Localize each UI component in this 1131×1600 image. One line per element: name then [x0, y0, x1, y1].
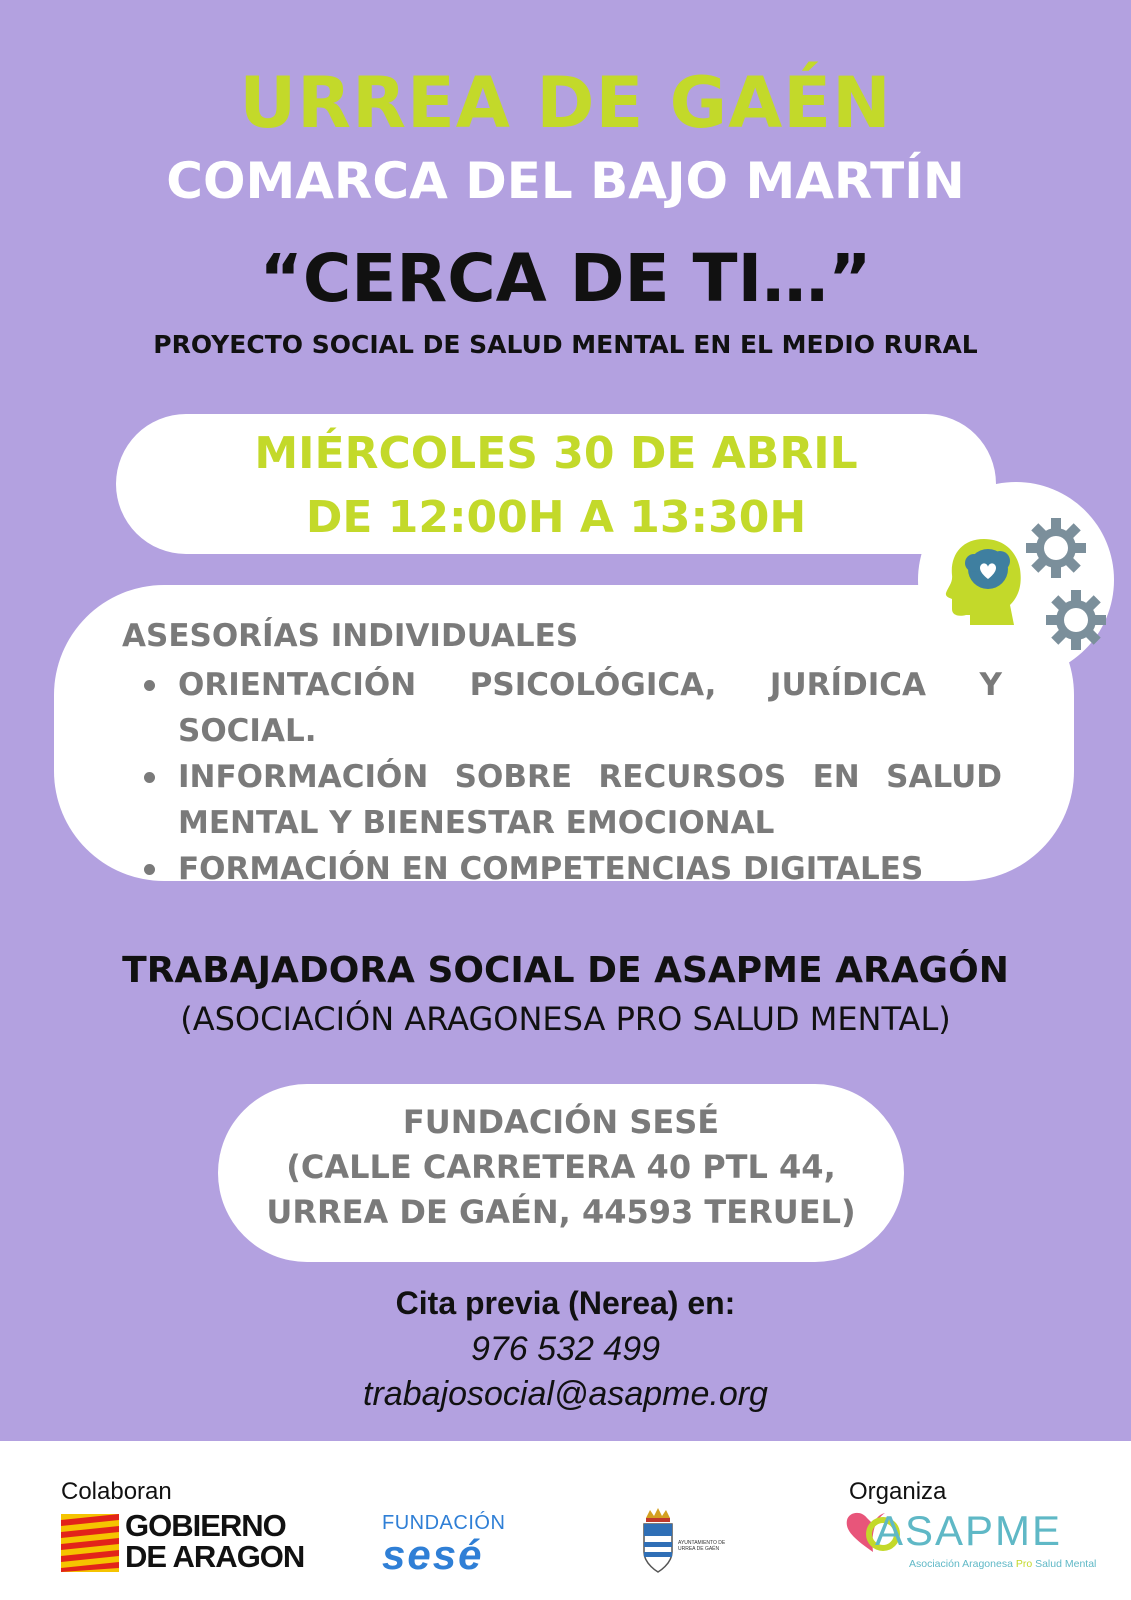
gear-icon [1044, 588, 1108, 652]
town-title: URREA DE GAÉN [239, 62, 892, 144]
list-item-text: FORMACIÓN EN COMPETENCIAS DIGITALES [178, 851, 924, 887]
bullet-icon [144, 680, 155, 691]
project-title: “CERCA DE TI…” [259, 240, 872, 317]
staff-association: (ASOCIACIÓN ARAGONESA PRO SALUD MENTAL) [180, 1000, 951, 1038]
collaborate-label: Colaboran [61, 1478, 172, 1505]
event-time: DE 12:00H A 13:30H [305, 492, 807, 543]
venue-address-line2: URREA DE GAÉN, 44593 TERUEL) [266, 1193, 856, 1231]
gobierno-logo-text [125, 1510, 304, 1572]
list-item [122, 846, 1002, 892]
brain-head-icon [944, 535, 1024, 627]
asapme-tagline-part1: Asociación Aragonesa [909, 1558, 1016, 1570]
bullet-icon [144, 864, 155, 875]
region-title: COMARCA DEL BAJO MARTÍN [166, 152, 965, 210]
ayuntamiento-line2: URREA DE GAÉN [678, 1546, 720, 1552]
contact-phone[interactable]: 976 532 499 [470, 1330, 661, 1368]
list-item [122, 754, 1002, 846]
services-list [122, 662, 1002, 892]
asapme-tagline [909, 1558, 1096, 1570]
services-section [122, 618, 1002, 892]
venue-name: FUNDACIÓN SESÉ [402, 1103, 720, 1141]
bullet-icon [144, 772, 155, 783]
staff-role: TRABAJADORA SOCIAL DE ASAPME ARAGÓN [122, 950, 1009, 991]
gobierno-line2: DE ARAGON [125, 1539, 305, 1574]
event-date: MIÉRCOLES 30 DE ABRIL [254, 428, 858, 479]
contact-email[interactable]: trabajosocial@asapme.org [363, 1375, 768, 1413]
aragon-flag-icon [61, 1514, 119, 1572]
gobierno-aragon-logo [61, 1510, 331, 1576]
asapme-tagline-pro: Pro [1015, 1558, 1033, 1570]
coat-of-arms-icon [640, 1508, 676, 1574]
asapme-tagline-part2: Salud Mental [1032, 1558, 1097, 1570]
ayuntamiento-logo [640, 1508, 730, 1578]
list-item-text: INFORMACIÓN SOBRE RECURSOS EN SALUD MENTAL Y BIENESTAR EMOCIONAL [178, 759, 1002, 841]
project-subtitle: PROYECTO SOCIAL DE SALUD MENTAL EN EL MEDIO RURAL [153, 330, 978, 359]
appointment-label: Cita previa (Nerea) en: [395, 1285, 736, 1321]
gobierno-line1: GOBIERNO [125, 1508, 286, 1543]
sese-logo-top: FUNDACIÓN [382, 1512, 506, 1534]
list-item-text: ORIENTACIÓN PSICOLÓGICA, JURÍDICA Y SOCIAL. [178, 667, 1002, 749]
services-title: ASESORÍAS INDIVIDUALES [122, 618, 579, 654]
ayuntamiento-line1: AYUNTAMIENTO DE [678, 1540, 726, 1546]
list-item [122, 662, 1002, 754]
gear-icon [1024, 516, 1088, 580]
asapme-name: ASAPME [875, 1507, 1063, 1554]
fundacion-sese-logo [382, 1512, 562, 1578]
venue-address-line1: (CALLE CARRETERA 40 PTL 44, [286, 1148, 836, 1186]
ayuntamiento-text [678, 1540, 725, 1552]
sese-logo-main: sesé [382, 1531, 484, 1578]
asapme-logo [845, 1507, 1097, 1578]
organize-label: Organiza [849, 1478, 947, 1505]
